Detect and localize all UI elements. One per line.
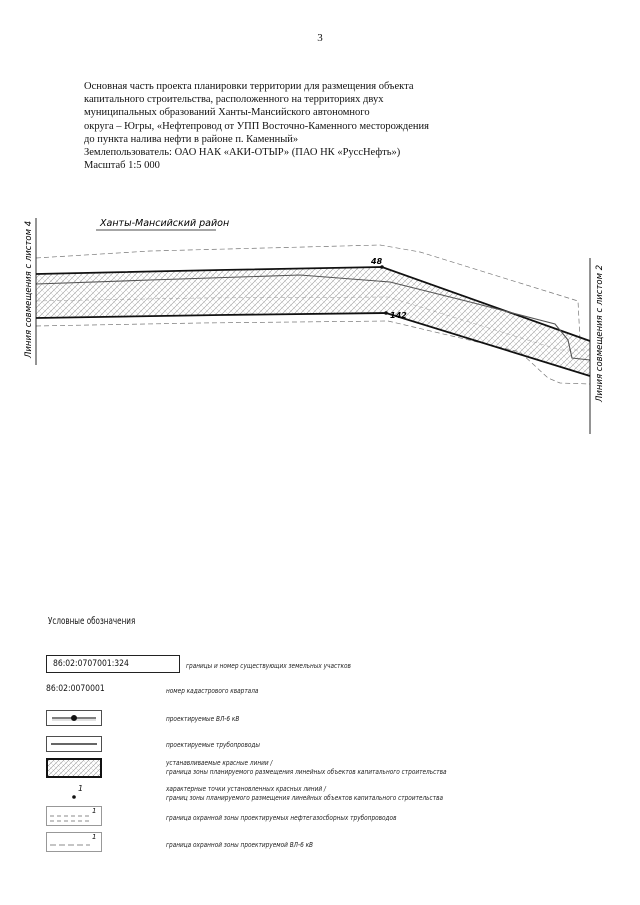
legend-row-pipe xyxy=(46,736,446,760)
planning-map xyxy=(0,200,640,440)
red-lines-symbol xyxy=(46,758,102,778)
oil-zone-marker: 1 xyxy=(92,807,97,815)
points-marker: 1 xyxy=(78,784,84,793)
header-line: до пункта налива нефти в районе п. Каменный» xyxy=(84,133,299,145)
oil-zone-desc: граница охранной зоны проектируемых нефтегазосборных трубопроводов xyxy=(166,813,397,822)
point-48-label: 48 xyxy=(371,257,383,266)
legend-row-points xyxy=(46,784,466,808)
points-desc-1: характерные точки установленных красных линий / xyxy=(166,784,326,793)
legend-row-vl-zone xyxy=(46,832,466,856)
pipe-desc: проектируемые трубопроводы xyxy=(166,740,260,749)
legend-title: Условные обозначения xyxy=(48,616,136,627)
vl-line-symbol xyxy=(46,710,102,726)
red-lines-desc-1: устанавливаемые красные линии / xyxy=(166,758,273,767)
vl-desc: проектируемые ВЛ-6 кВ xyxy=(166,714,240,723)
header-line: округа – Югры, «Нефтепровод от УПП Восточно-Каменного месторождения xyxy=(84,120,429,132)
page-number: 3 xyxy=(317,32,323,44)
red-lines-desc-2: граница зоны планируемого размещения линейных объектов капитального строительства xyxy=(166,767,447,776)
legend-row-oil-zone xyxy=(46,806,466,830)
left-match-line-label: Линия совмещения с листом 4 xyxy=(24,220,34,358)
header-line: Землепользователь: ОАО НАК «АКИ-ОТЫР» (ПАО НК «РуссНефть») xyxy=(84,147,401,159)
legend-row-kvartal xyxy=(46,684,446,708)
points-symbol xyxy=(46,784,102,804)
kvartal-desc: номер кадастрового квартала xyxy=(166,686,259,695)
vl-zone-desc: граница охранной зоны проектируемой ВЛ-6 кВ xyxy=(166,840,314,849)
pipe-line-symbol xyxy=(46,736,102,752)
vl-zone-marker: 1 xyxy=(92,833,97,841)
points-desc-2: границ зоны планируемого размещения линейных объектов капитального строительства xyxy=(166,793,444,802)
district-label: Ханты-Мансийский район xyxy=(100,218,230,229)
point-142-label: 142 xyxy=(390,311,407,320)
legend-row-red-lines xyxy=(46,758,466,782)
header-line: капитального строительства, расположенного на территориях двух xyxy=(84,94,384,106)
header-line: муниципальных образований Ханты-Мансийского автономного xyxy=(84,107,370,119)
parcel-number-box xyxy=(46,655,180,673)
document-header xyxy=(84,80,464,172)
legend-row-parcels xyxy=(46,655,446,679)
right-match-line-label: Линия совмещения с листом 2 xyxy=(595,264,605,402)
header-line: Масштаб 1:5 000 xyxy=(84,160,160,172)
planned-zone-area xyxy=(36,267,590,376)
parcel-number: 86:02:0707001:324 xyxy=(53,659,129,669)
point-142-marker xyxy=(384,311,388,315)
parcel-desc: границы и номер существующих земельных участков xyxy=(186,661,351,670)
legend-row-vl xyxy=(46,710,446,734)
header-line: Основная часть проекта планировки территории для размещения объекта xyxy=(84,81,414,92)
kvartal-number: 86:02:0070001 xyxy=(46,684,105,694)
